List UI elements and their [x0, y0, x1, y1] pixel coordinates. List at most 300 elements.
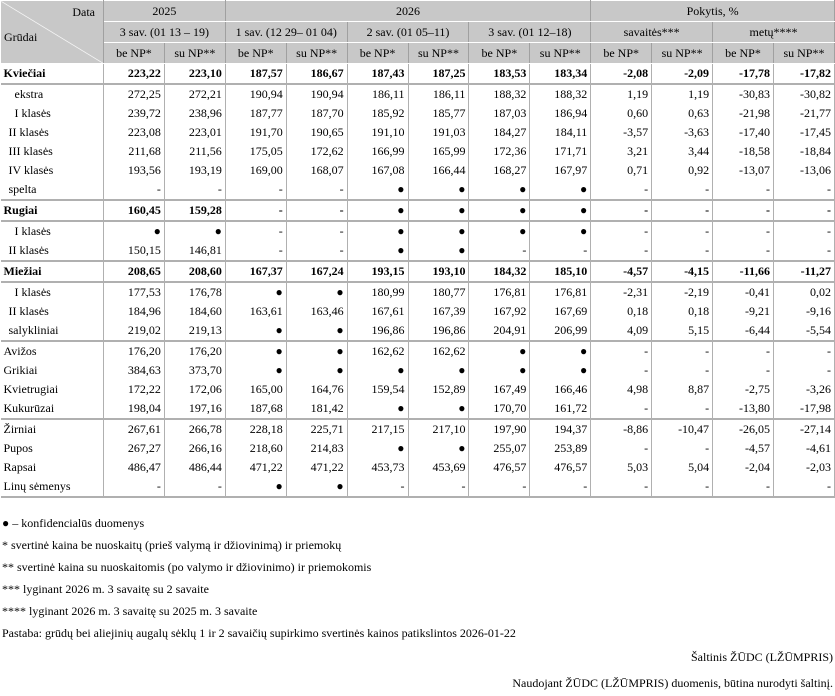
value-cell: 0,60	[591, 104, 652, 123]
value-cell: 180,77	[408, 282, 469, 302]
change-weekly: savaitės***	[591, 22, 713, 43]
value-cell: 4,98	[591, 380, 652, 399]
value-cell: 253,89	[530, 439, 591, 458]
value-cell: 167,08	[347, 161, 408, 180]
col-be-np: be NP*	[347, 43, 408, 64]
value-cell: -17,98	[773, 399, 834, 419]
table-row	[1, 399, 835, 419]
footnote: * svertinė kaina be nuoskaitų (prieš valymą ir džiovinimą) ir priemokų	[2, 538, 342, 552]
value-cell: 214,83	[286, 439, 347, 458]
value-cell: 266,78	[164, 419, 225, 439]
value-cell: -	[591, 341, 652, 361]
value-cell: -	[773, 221, 834, 241]
value-cell: 167,97	[530, 161, 591, 180]
period-2026-w1: 1 sav. (12 29– 01 04)	[225, 22, 347, 43]
value-cell: ●	[104, 221, 165, 241]
value-cell: 186,11	[347, 84, 408, 104]
value-cell: ●	[408, 200, 469, 221]
table-row	[1, 180, 835, 200]
value-cell: 187,25	[408, 64, 469, 85]
value-cell: 186,94	[530, 104, 591, 123]
value-cell: 187,57	[225, 64, 286, 85]
value-cell: -4,15	[652, 261, 713, 282]
value-cell: -	[713, 477, 774, 497]
value-cell: -6,44	[713, 321, 774, 341]
value-cell: 198,04	[104, 399, 165, 419]
footnote: **** lyginant 2026 m. 3 savaitę su 2025 m. 3 savaite	[2, 604, 258, 618]
value-cell: 169,00	[225, 161, 286, 180]
col-su-np: su NP**	[773, 43, 834, 64]
value-cell: 223,08	[104, 123, 165, 142]
value-cell: 0,63	[652, 104, 713, 123]
col-be-np: be NP*	[225, 43, 286, 64]
table-row	[1, 261, 835, 282]
corner-data-label: Data	[72, 5, 95, 19]
value-cell: -	[652, 361, 713, 380]
value-cell: 187,03	[469, 104, 530, 123]
value-cell: 206,99	[530, 321, 591, 341]
table-row	[1, 321, 835, 341]
year-2026: 2026	[225, 1, 590, 22]
value-cell: 167,39	[408, 302, 469, 321]
value-cell: ●	[347, 200, 408, 221]
footnote: ** svertinė kaina su nuoskaitomis (po valymo ir džiovinimo) ir priemokomis	[2, 560, 372, 574]
row-label: IV klasės	[1, 161, 104, 180]
value-cell: 238,96	[164, 104, 225, 123]
value-cell: ●	[408, 241, 469, 261]
table-row	[1, 419, 835, 439]
col-be-np: be NP*	[591, 43, 652, 64]
row-label: Miežiai	[1, 261, 104, 282]
value-cell: 187,68	[225, 399, 286, 419]
value-cell: 187,77	[225, 104, 286, 123]
value-cell: 188,32	[469, 84, 530, 104]
value-cell: 163,61	[225, 302, 286, 321]
value-cell: -13,06	[773, 161, 834, 180]
value-cell: -10,47	[652, 419, 713, 439]
table-row	[1, 302, 835, 321]
change-header: Pokytis, %	[591, 1, 835, 22]
value-cell: ●	[286, 282, 347, 302]
row-label: spelta	[1, 180, 104, 200]
value-cell: 5,03	[591, 458, 652, 477]
value-cell: 176,20	[164, 341, 225, 361]
value-cell: 186,67	[286, 64, 347, 85]
value-cell: ●	[347, 439, 408, 458]
value-cell: 184,11	[530, 123, 591, 142]
table-row	[1, 458, 835, 477]
value-cell: -	[286, 241, 347, 261]
col-su-np: su NP**	[286, 43, 347, 64]
value-cell: 172,62	[286, 142, 347, 161]
value-cell: 223,10	[164, 64, 225, 85]
value-cell: -9,16	[773, 302, 834, 321]
value-cell: -	[713, 200, 774, 221]
value-cell: -	[713, 180, 774, 200]
value-cell: ●	[286, 361, 347, 380]
citation-note: Naudojant ŽŪDC (LŽŪMPRIS) duomenis, būtina nurodyti šaltinį.	[512, 676, 833, 690]
value-cell: 193,19	[164, 161, 225, 180]
value-cell: 486,44	[164, 458, 225, 477]
table-row	[1, 380, 835, 399]
value-cell: 471,22	[286, 458, 347, 477]
value-cell: -30,83	[713, 84, 774, 104]
value-cell: -	[713, 221, 774, 241]
value-cell: -	[713, 241, 774, 261]
table-row	[1, 361, 835, 380]
value-cell: 267,27	[104, 439, 165, 458]
value-cell: 3,21	[591, 142, 652, 161]
value-cell: ●	[530, 180, 591, 200]
value-cell: -	[286, 180, 347, 200]
value-cell: ●	[408, 221, 469, 241]
row-label: Rapsai	[1, 458, 104, 477]
value-cell: -	[773, 200, 834, 221]
value-cell: 191,03	[408, 123, 469, 142]
value-cell: 166,44	[408, 161, 469, 180]
value-cell: ●	[408, 439, 469, 458]
value-cell: 0,18	[652, 302, 713, 321]
value-cell: 219,13	[164, 321, 225, 341]
change-yearly: metų****	[713, 22, 835, 43]
value-cell: 160,45	[104, 200, 165, 221]
value-cell: 208,65	[104, 261, 165, 282]
value-cell: 167,69	[530, 302, 591, 321]
value-cell: 3,44	[652, 142, 713, 161]
value-cell: 4,09	[591, 321, 652, 341]
value-cell: 177,53	[104, 282, 165, 302]
value-cell: -	[530, 477, 591, 497]
value-cell: 180,99	[347, 282, 408, 302]
table-row	[1, 439, 835, 458]
value-cell: -17,45	[773, 123, 834, 142]
value-cell: 211,56	[164, 142, 225, 161]
table-row	[1, 221, 835, 241]
value-cell: 183,53	[469, 64, 530, 85]
value-cell: 168,07	[286, 161, 347, 180]
value-cell: 159,54	[347, 380, 408, 399]
value-cell: 193,56	[104, 161, 165, 180]
value-cell: 5,15	[652, 321, 713, 341]
value-cell: -2,08	[591, 64, 652, 85]
value-cell: -13,80	[713, 399, 774, 419]
value-cell: 167,49	[469, 380, 530, 399]
period-2025-w3: 3 sav. (01 13 – 19)	[104, 22, 226, 43]
col-be-np: be NP*	[104, 43, 165, 64]
value-cell: ●	[347, 221, 408, 241]
value-cell: -13,07	[713, 161, 774, 180]
value-cell: ●	[225, 321, 286, 341]
value-cell: 146,81	[164, 241, 225, 261]
value-cell: -30,82	[773, 84, 834, 104]
period-2026-w3: 3 sav. (01 12–18)	[469, 22, 591, 43]
value-cell: ●	[530, 200, 591, 221]
row-label: Kviečiai	[1, 64, 104, 85]
value-cell: 165,99	[408, 142, 469, 161]
table-row	[1, 241, 835, 261]
value-cell: 185,10	[530, 261, 591, 282]
value-cell: -4,57	[713, 439, 774, 458]
value-cell: -	[713, 361, 774, 380]
value-cell: ●	[469, 200, 530, 221]
row-label: Grikiai	[1, 361, 104, 380]
col-be-np: be NP*	[469, 43, 530, 64]
value-cell: 168,27	[469, 161, 530, 180]
value-cell: ●	[286, 477, 347, 497]
value-cell: -	[773, 361, 834, 380]
row-label: Avižos	[1, 341, 104, 361]
value-cell: ●	[408, 399, 469, 419]
value-cell: 0,92	[652, 161, 713, 180]
value-cell: -	[773, 477, 834, 497]
period-2026-w2: 2 sav. (01 05–11)	[347, 22, 469, 43]
value-cell: 167,37	[225, 261, 286, 282]
table-row	[1, 64, 835, 85]
row-label: I klasės	[1, 282, 104, 302]
value-cell: 384,63	[104, 361, 165, 380]
value-cell: ●	[530, 221, 591, 241]
value-cell: -4,61	[773, 439, 834, 458]
value-cell: 267,61	[104, 419, 165, 439]
value-cell: 190,94	[225, 84, 286, 104]
value-cell: ●	[347, 180, 408, 200]
table-row	[1, 123, 835, 142]
value-cell: -26,05	[713, 419, 774, 439]
value-cell: ●	[164, 221, 225, 241]
value-cell: -	[408, 477, 469, 497]
col-be-np: be NP*	[713, 43, 774, 64]
value-cell: 197,90	[469, 419, 530, 439]
value-cell: 187,43	[347, 64, 408, 85]
row-label: Linų sėmenys	[1, 477, 104, 497]
value-cell: 172,06	[164, 380, 225, 399]
value-cell: -	[591, 477, 652, 497]
value-cell: -	[225, 221, 286, 241]
value-cell: -17,40	[713, 123, 774, 142]
value-cell: 453,69	[408, 458, 469, 477]
value-cell: 164,76	[286, 380, 347, 399]
value-cell: 159,28	[164, 200, 225, 221]
value-cell: -	[164, 180, 225, 200]
value-cell: 228,18	[225, 419, 286, 439]
value-cell: -	[591, 241, 652, 261]
value-cell: 167,92	[469, 302, 530, 321]
value-cell: 191,10	[347, 123, 408, 142]
value-cell: 181,42	[286, 399, 347, 419]
value-cell: 476,57	[530, 458, 591, 477]
value-cell: -	[591, 180, 652, 200]
value-cell: 266,16	[164, 439, 225, 458]
value-cell: 185,92	[347, 104, 408, 123]
value-cell: 0,71	[591, 161, 652, 180]
value-cell: -	[773, 341, 834, 361]
value-cell: ●	[347, 361, 408, 380]
value-cell: ●	[469, 341, 530, 361]
value-cell: 197,16	[164, 399, 225, 419]
value-cell: 218,60	[225, 439, 286, 458]
value-cell: -2,75	[713, 380, 774, 399]
value-cell: -21,98	[713, 104, 774, 123]
value-cell: 471,22	[225, 458, 286, 477]
row-label: Pupos	[1, 439, 104, 458]
row-label: I klasės	[1, 104, 104, 123]
value-cell: 172,36	[469, 142, 530, 161]
value-cell: -17,78	[713, 64, 774, 85]
value-cell: 196,86	[347, 321, 408, 341]
row-label: I klasės	[1, 221, 104, 241]
value-cell: -	[591, 399, 652, 419]
value-cell: -	[652, 180, 713, 200]
row-label: Kvietrugiai	[1, 380, 104, 399]
value-cell: -	[225, 180, 286, 200]
value-cell: 196,86	[408, 321, 469, 341]
value-cell: -	[225, 200, 286, 221]
value-cell: -2,31	[591, 282, 652, 302]
value-cell: -2,04	[713, 458, 774, 477]
value-cell: -	[591, 361, 652, 380]
value-cell: -	[591, 439, 652, 458]
value-cell: 223,01	[164, 123, 225, 142]
table-row	[1, 161, 835, 180]
table-row	[1, 142, 835, 161]
value-cell: -	[164, 477, 225, 497]
value-cell: -	[286, 200, 347, 221]
value-cell: -	[469, 241, 530, 261]
value-cell: 184,27	[469, 123, 530, 142]
value-cell: -	[652, 439, 713, 458]
value-cell: 167,24	[286, 261, 347, 282]
value-cell: -	[652, 341, 713, 361]
value-cell: 184,60	[164, 302, 225, 321]
row-label: III klasės	[1, 142, 104, 161]
value-cell: 225,71	[286, 419, 347, 439]
value-cell: ●	[347, 241, 408, 261]
value-cell: 208,60	[164, 261, 225, 282]
value-cell: -	[530, 241, 591, 261]
value-cell: 217,15	[347, 419, 408, 439]
value-cell: ●	[469, 361, 530, 380]
value-cell: -18,58	[713, 142, 774, 161]
row-label: salykliniai	[1, 321, 104, 341]
value-cell: ●	[225, 477, 286, 497]
table-row	[1, 341, 835, 361]
value-cell: -	[104, 477, 165, 497]
col-su-np: su NP**	[408, 43, 469, 64]
value-cell: -0,41	[713, 282, 774, 302]
value-cell: 166,46	[530, 380, 591, 399]
value-cell: -5,54	[773, 321, 834, 341]
value-cell: -11,66	[713, 261, 774, 282]
value-cell: ●	[286, 321, 347, 341]
value-cell: 150,15	[104, 241, 165, 261]
value-cell: 163,46	[286, 302, 347, 321]
value-cell: 183,34	[530, 64, 591, 85]
value-cell: 170,70	[469, 399, 530, 419]
value-cell: 166,99	[347, 142, 408, 161]
value-cell: -	[591, 221, 652, 241]
value-cell: ●	[225, 341, 286, 361]
value-cell: -3,57	[591, 123, 652, 142]
value-cell: 194,37	[530, 419, 591, 439]
value-cell: 190,65	[286, 123, 347, 142]
value-cell: 187,70	[286, 104, 347, 123]
value-cell: -	[773, 180, 834, 200]
value-cell: 161,72	[530, 399, 591, 419]
value-cell: -	[773, 241, 834, 261]
value-cell: ●	[286, 341, 347, 361]
row-label: ekstra	[1, 84, 104, 104]
value-cell: -	[469, 477, 530, 497]
value-cell: -	[652, 477, 713, 497]
value-cell: 172,22	[104, 380, 165, 399]
value-cell: -	[286, 221, 347, 241]
footnote: ● – konfidencialūs duomenys	[2, 516, 145, 530]
value-cell: ●	[469, 180, 530, 200]
table-row	[1, 477, 835, 497]
value-cell: 176,81	[469, 282, 530, 302]
table-row	[1, 200, 835, 221]
value-cell: -2,03	[773, 458, 834, 477]
year-2025: 2025	[104, 1, 226, 22]
value-cell: -11,27	[773, 261, 834, 282]
value-cell: 184,32	[469, 261, 530, 282]
row-label: II klasės	[1, 302, 104, 321]
corner-header	[1, 1, 104, 64]
value-cell: -	[713, 341, 774, 361]
footnote: *** lyginant 2026 m. 3 savaitę su 2 savaite	[2, 582, 209, 596]
value-cell: -3,26	[773, 380, 834, 399]
value-cell: 0,02	[773, 282, 834, 302]
value-cell: 272,25	[104, 84, 165, 104]
value-cell: 476,57	[469, 458, 530, 477]
value-cell: ●	[225, 361, 286, 380]
value-cell: 453,73	[347, 458, 408, 477]
value-cell: 162,62	[408, 341, 469, 361]
value-cell: 175,05	[225, 142, 286, 161]
value-cell: -18,84	[773, 142, 834, 161]
value-cell: 255,07	[469, 439, 530, 458]
value-cell: -	[652, 200, 713, 221]
value-cell: 171,71	[530, 142, 591, 161]
corner-grudai-label: Grūdai	[4, 30, 38, 44]
value-cell: ●	[225, 282, 286, 302]
value-cell: 193,10	[408, 261, 469, 282]
value-cell: 373,70	[164, 361, 225, 380]
value-cell: ●	[530, 341, 591, 361]
col-su-np: su NP**	[530, 43, 591, 64]
value-cell: -	[652, 221, 713, 241]
value-cell: -17,82	[773, 64, 834, 85]
value-cell: -	[591, 200, 652, 221]
value-cell: 162,62	[347, 341, 408, 361]
value-cell: ●	[408, 361, 469, 380]
value-cell: 191,70	[225, 123, 286, 142]
source: Šaltinis ŽŪDC (LŽŪMPRIS)	[690, 650, 833, 664]
row-label: Žirniai	[1, 419, 104, 439]
value-cell: -	[225, 241, 286, 261]
row-label: Rugiai	[1, 200, 104, 221]
row-label: Kukurūzai	[1, 399, 104, 419]
footnotes	[0, 512, 835, 644]
row-label: II klasės	[1, 241, 104, 261]
table-row	[1, 104, 835, 123]
value-cell: 186,11	[408, 84, 469, 104]
value-cell: -8,86	[591, 419, 652, 439]
value-cell: -2,09	[652, 64, 713, 85]
value-cell: 188,32	[530, 84, 591, 104]
value-cell: 176,20	[104, 341, 165, 361]
value-cell: -27,14	[773, 419, 834, 439]
